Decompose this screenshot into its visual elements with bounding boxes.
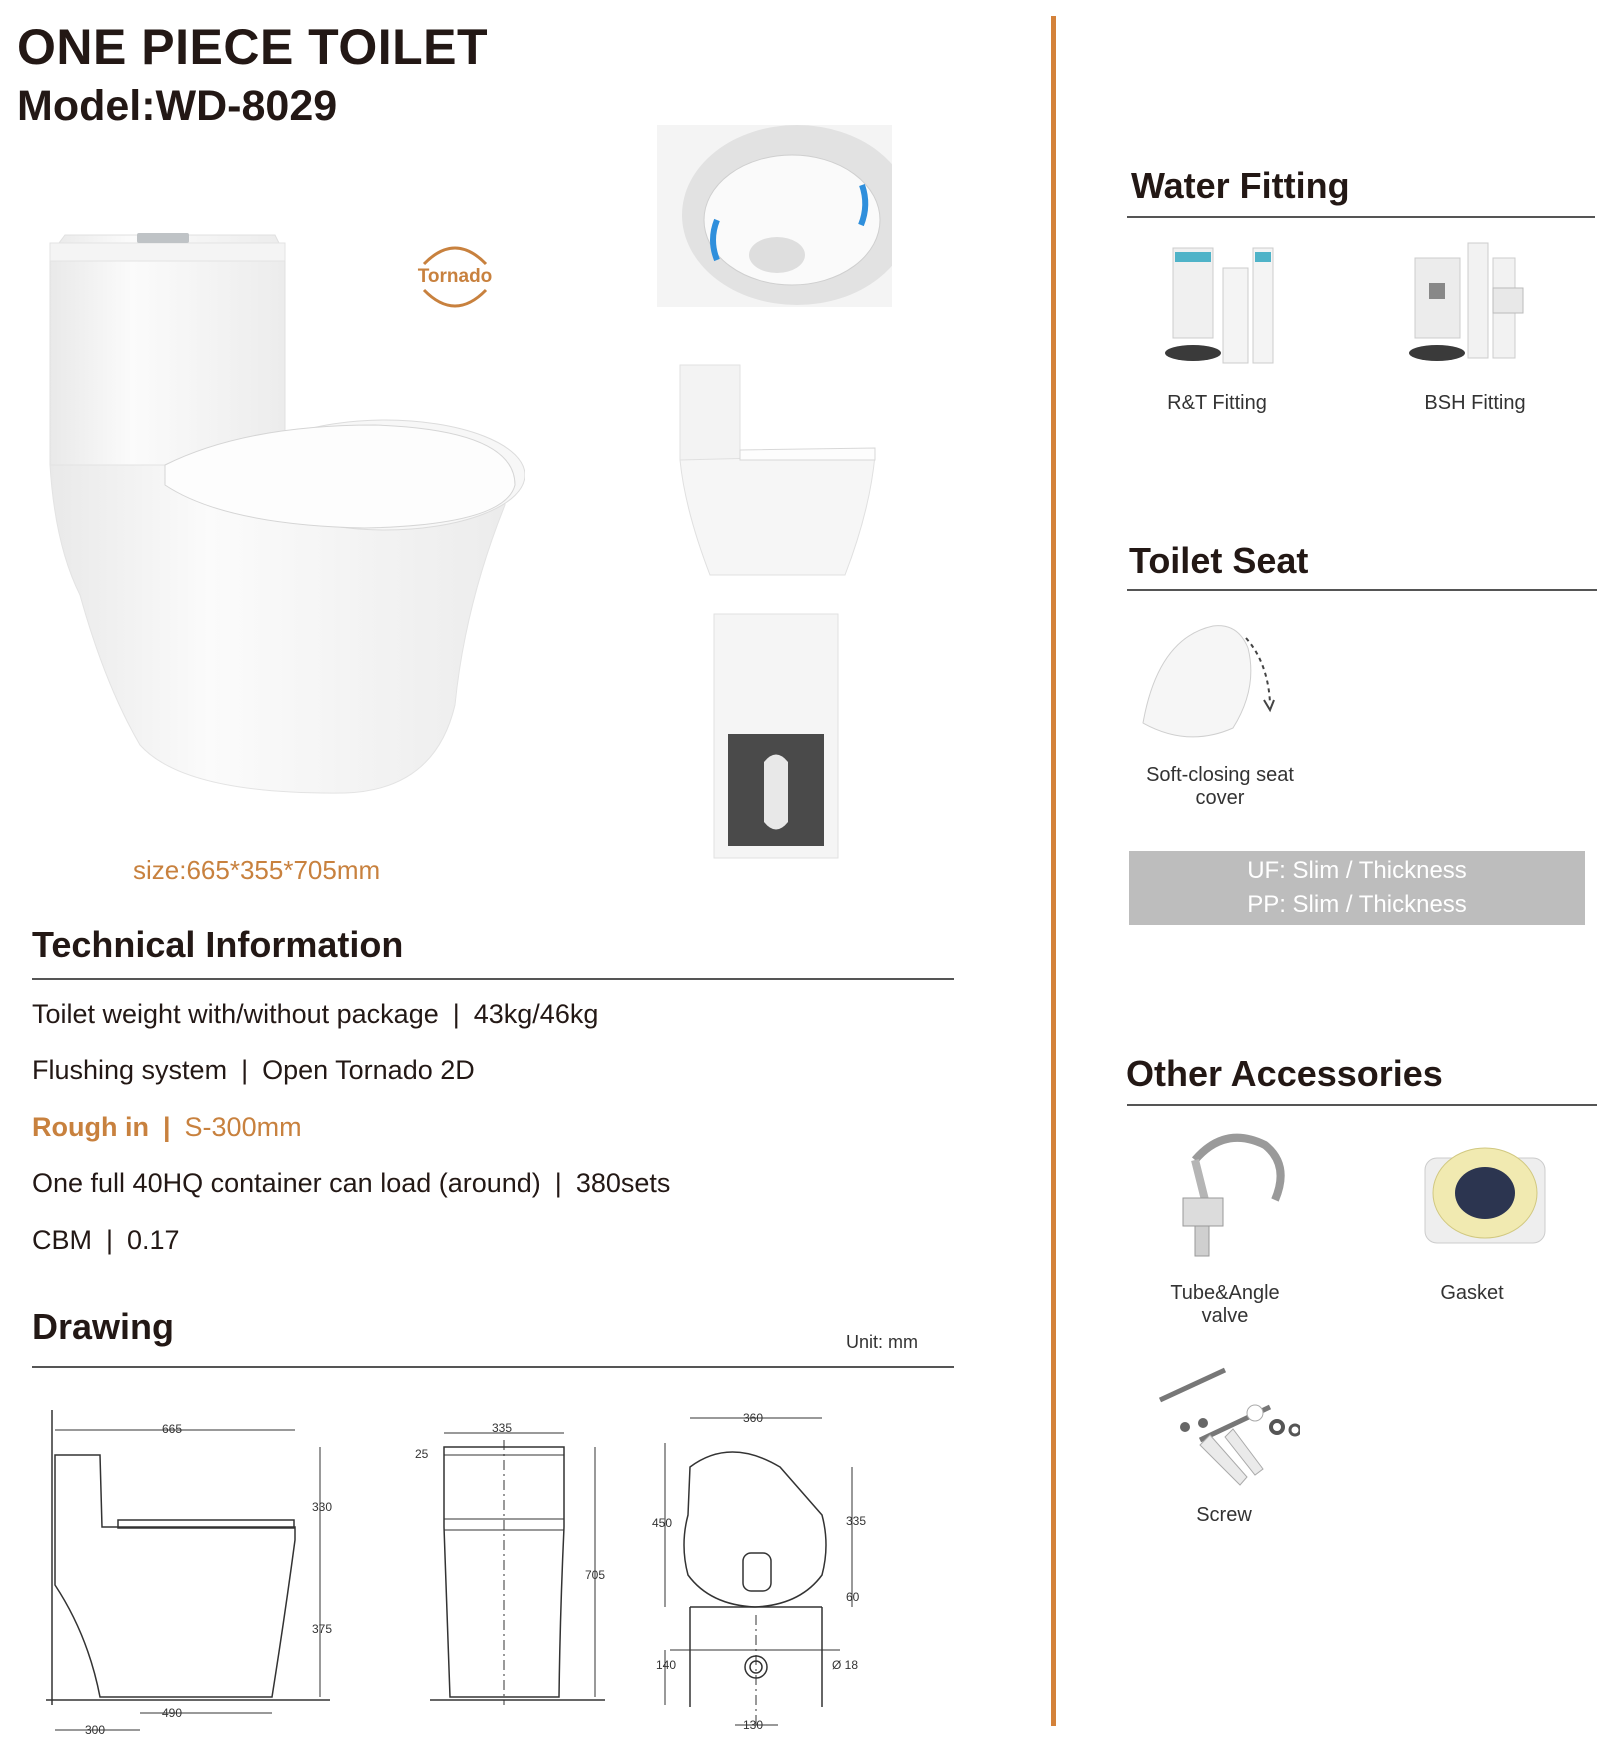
water-fitting-divider	[1127, 216, 1595, 218]
model-number: Model:WD-8029	[17, 82, 338, 130]
seat-options-banner	[1129, 851, 1585, 925]
dim-bowl: 335	[846, 1514, 867, 1528]
spec-separator: |	[452, 999, 460, 1029]
spec-separator: |	[162, 1112, 171, 1142]
vertical-divider	[1051, 16, 1056, 1726]
technical-drawing	[40, 1385, 940, 1745]
bowl-interior-image	[657, 125, 892, 307]
front-view-drawing	[415, 1421, 605, 1705]
spec-key: CBM	[32, 1225, 92, 1255]
dim-bowl-height: 375	[312, 1622, 333, 1636]
spec-key: Flushing system	[32, 1055, 228, 1085]
seat-option-pp: PP: Slim / Thickness	[1247, 891, 1467, 918]
top-view-drawing	[652, 1411, 866, 1732]
rt-fitting-image	[1163, 238, 1293, 373]
accessories-heading: Other Accessories	[1126, 1053, 1443, 1094]
side-view-drawing	[46, 1410, 332, 1737]
dim-top-width: 360	[743, 1411, 764, 1425]
dim-hole: Ø 18	[832, 1658, 859, 1672]
dim-lid: 25	[415, 1447, 429, 1461]
toilet-side-view-image	[675, 360, 880, 578]
gasket-label: Gasket	[1440, 1282, 1504, 1304]
spec-key: One full 40HQ container can load (around)	[32, 1168, 541, 1198]
dim-base: 490	[162, 1706, 183, 1720]
dim-center: 130	[743, 1718, 764, 1732]
dim-width: 335	[492, 1421, 513, 1435]
spec-separator: |	[106, 1225, 114, 1255]
screw-label: Screw	[1196, 1504, 1252, 1526]
fitting-label: R&T Fitting	[1167, 392, 1267, 414]
spec-value: S-300mm	[184, 1112, 302, 1142]
fitting-label: BSH Fitting	[1424, 392, 1526, 414]
toilet-seat-divider	[1127, 589, 1597, 591]
water-fitting-heading: Water Fitting	[1131, 165, 1350, 206]
unit-label: Unit: mm	[846, 1332, 918, 1352]
seat-cover-label-line1: Soft-closing seat	[1146, 764, 1294, 786]
dim-length: 665	[162, 1422, 183, 1436]
dim-depth: 450	[652, 1516, 673, 1530]
tornado-label: Tornado	[417, 266, 493, 287]
spec-value: Open Tornado 2D	[262, 1055, 475, 1085]
spec-separator: |	[241, 1055, 249, 1085]
seat-cover-label	[1120, 764, 1320, 810]
size-label: size:665*355*705mm	[133, 855, 381, 885]
screw-image	[1155, 1365, 1300, 1495]
technical-heading: Technical Information	[32, 924, 404, 965]
toilet-bottom-view-image	[712, 612, 840, 860]
bsh-fitting-image	[1403, 238, 1538, 373]
technical-divider	[32, 978, 954, 980]
seat-cover-label-line2: cover	[1195, 787, 1245, 809]
spec-value: 43kg/46kg	[473, 999, 599, 1029]
dim-offset: 60	[846, 1590, 860, 1604]
gasket-image	[1420, 1138, 1550, 1248]
spec-value: 0.17	[127, 1225, 180, 1255]
spec-row-highlight	[32, 1112, 302, 1143]
drawing-heading: Drawing	[32, 1306, 175, 1347]
spec-row	[32, 999, 598, 1030]
spec-row	[32, 1225, 180, 1256]
spec-value: 380sets	[575, 1168, 671, 1198]
spec-row	[32, 1168, 670, 1199]
tornado-badge	[410, 238, 500, 316]
dim-rear: 140	[656, 1658, 677, 1672]
toilet-seat-heading: Toilet Seat	[1129, 540, 1309, 581]
drawing-divider	[32, 1366, 954, 1368]
tube-valve-label	[1125, 1282, 1325, 1328]
tube-valve-label-line1: Tube&Angle	[1170, 1282, 1280, 1304]
spec-separator: |	[554, 1168, 562, 1198]
dim-rough-in: 300	[85, 1723, 106, 1737]
dim-height: 705	[585, 1568, 606, 1582]
page-title: ONE PIECE TOILET	[17, 19, 489, 75]
seat-option-uf: UF: Slim / Thickness	[1247, 857, 1467, 884]
dim-tank-height: 330	[312, 1500, 333, 1514]
spec-key: Toilet weight with/without package	[32, 999, 439, 1029]
tube-valve-label-line2: valve	[1201, 1305, 1249, 1327]
accessories-divider	[1127, 1104, 1597, 1106]
spec-key: Rough in	[32, 1112, 149, 1142]
spec-row	[32, 1055, 475, 1086]
tube-angle-valve-image	[1165, 1130, 1295, 1260]
seat-cover-image	[1138, 618, 1288, 748]
